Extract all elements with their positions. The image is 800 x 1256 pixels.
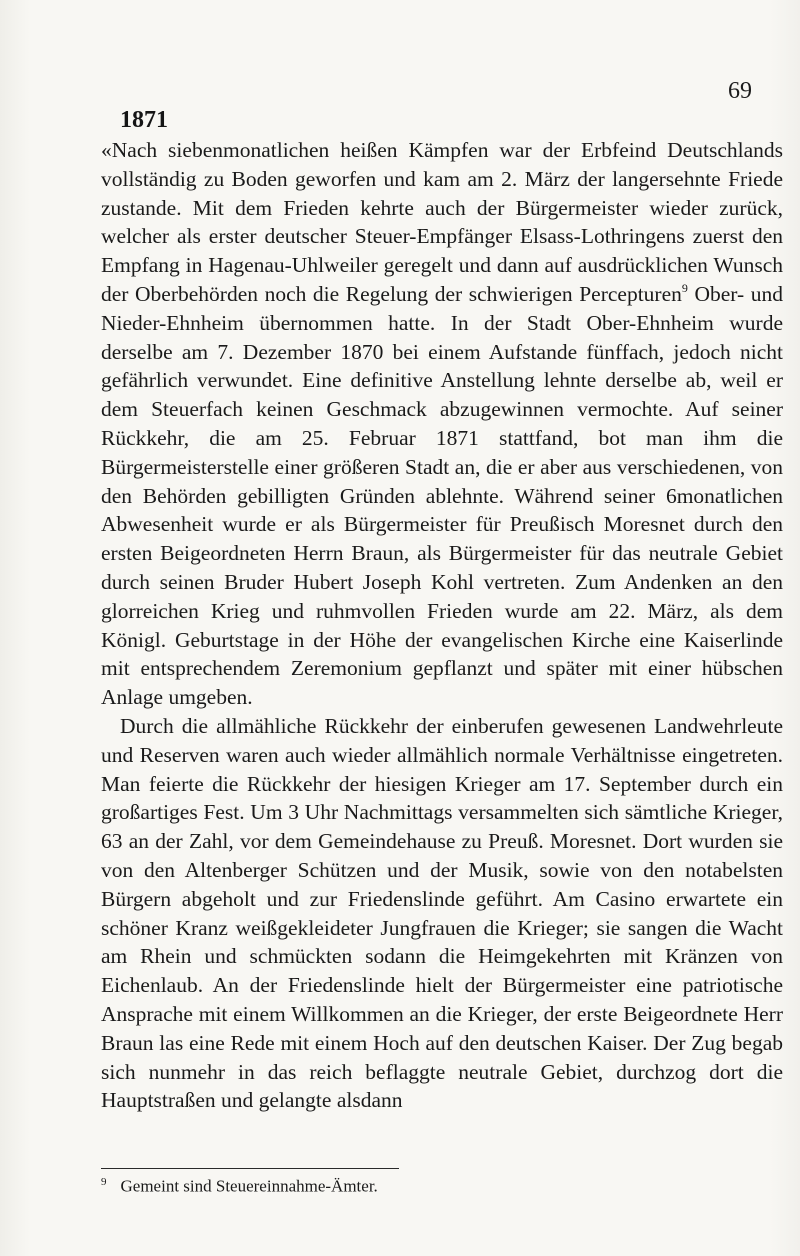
footnote-reference: 9 (681, 280, 688, 295)
footnote-mark: 9 (101, 1176, 107, 1188)
year-heading: 1871 (120, 107, 168, 133)
footnote-text: Gemeint sind Steuereinnahme-Ämter. (120, 1176, 378, 1196)
body-text (101, 136, 783, 1115)
footnote (101, 1170, 783, 1199)
page-number: 69 (728, 78, 752, 104)
paragraph-1-text-after-note: Ober- und Nieder-Ehnheim übernommen hatte. In der Stadt Ober-Ehnheim wurde derselbe am 7. Dezember 1870 bei einem Aufstande fünffach, jedoch nicht gefährlich verwundet. Eine definitive Anstellung lehnte derselbe ab, weil er dem Steuerfach keinen Geschmack abzugewinnen vermochte. Auf seiner Rückkehr, die am 25. Februar 1871 stattfand, bot man ihm die Bürgermeisterstelle einer größeren Stadt an, die er aber aus verschiedenen, von den Behörden gebilligten Gründen ablehnte. Während seiner 6monatlichen Abwesenheit wurde er als Bürgermeister für Preußisch Moresnet durch den ersten Beigeordneten Herrn Braun, als Bürgermeister für das neutrale Gebiet durch seinen Bruder Hubert Joseph Kohl vertreten. Zum Andenken an den glorreichen Krieg und ruhmvollen Frieden wurde am 22. März, als dem Königl. Geburtstage in der Höhe der evangelischen Kirche eine Kaiserlinde mit entsprechendem Zeremonium gepflanzt und später mit einer hübschen Anlage umgeben. (101, 281, 783, 710)
paragraph-1-text-before-note: «Nach siebenmonatlichen heißen Kämpfen war der Erbfeind Deutschlands vollständig zu Boden geworfen und kam am 2. März der langersehnte Friede zustande. Mit dem Frieden kehrte auch der Bürgermeister wieder zurück, welcher als erster deutscher Steuer-Empfänger Elsass-Lothringens zuerst den Empfang in Hagenau-Uhlweiler geregelt und dann auf ausdrücklichen Wunsch der Oberbehörden noch die Regelung der schwierigen Percepturen (101, 138, 783, 306)
paragraph-2: Durch die allmähliche Rückkehr der einberufen gewesenen Landwehrleute und Reserven waren auch wieder allmählich normale Verhältnisse eingetreten. Man feierte die Rückkehr der hiesigen Krieger am 17. September durch ein großartiges Fest. Um 3 Uhr Nachmittags versammelten sich sämtliche Krieger, 63 an der Zahl, vor dem Gemeindehause zu Preuß. Moresnet. Dort wurden sie von den Altenberger Schützen und der Musik, sowie von den notabelsten Bürgern abgeholt und zur Friedenslinde geführt. Am Casino erwartete ein schöner Kranz weißgekleideter Jungfrauen die Krieger; sie sangen die Wacht am Rhein und schmückten sodann die Heimgekehrten mit Kränzen von Eichenlaub. An der Friedenslinde hielt der Bürgermeister eine patriotische Ansprache mit einem Willkommen an die Krieger, der erste Beigeordnete Herr Braun las eine Rede mit einem Hoch auf den deutschen Kaiser. Der Zug begab sich nunmehr in das reich beflaggte neutrale Gebiet, durchzog dort die Hauptstraßen und gelangte alsdann (101, 713, 783, 1113)
paragraph-1 (101, 136, 783, 712)
footnote-divider (101, 1168, 399, 1169)
